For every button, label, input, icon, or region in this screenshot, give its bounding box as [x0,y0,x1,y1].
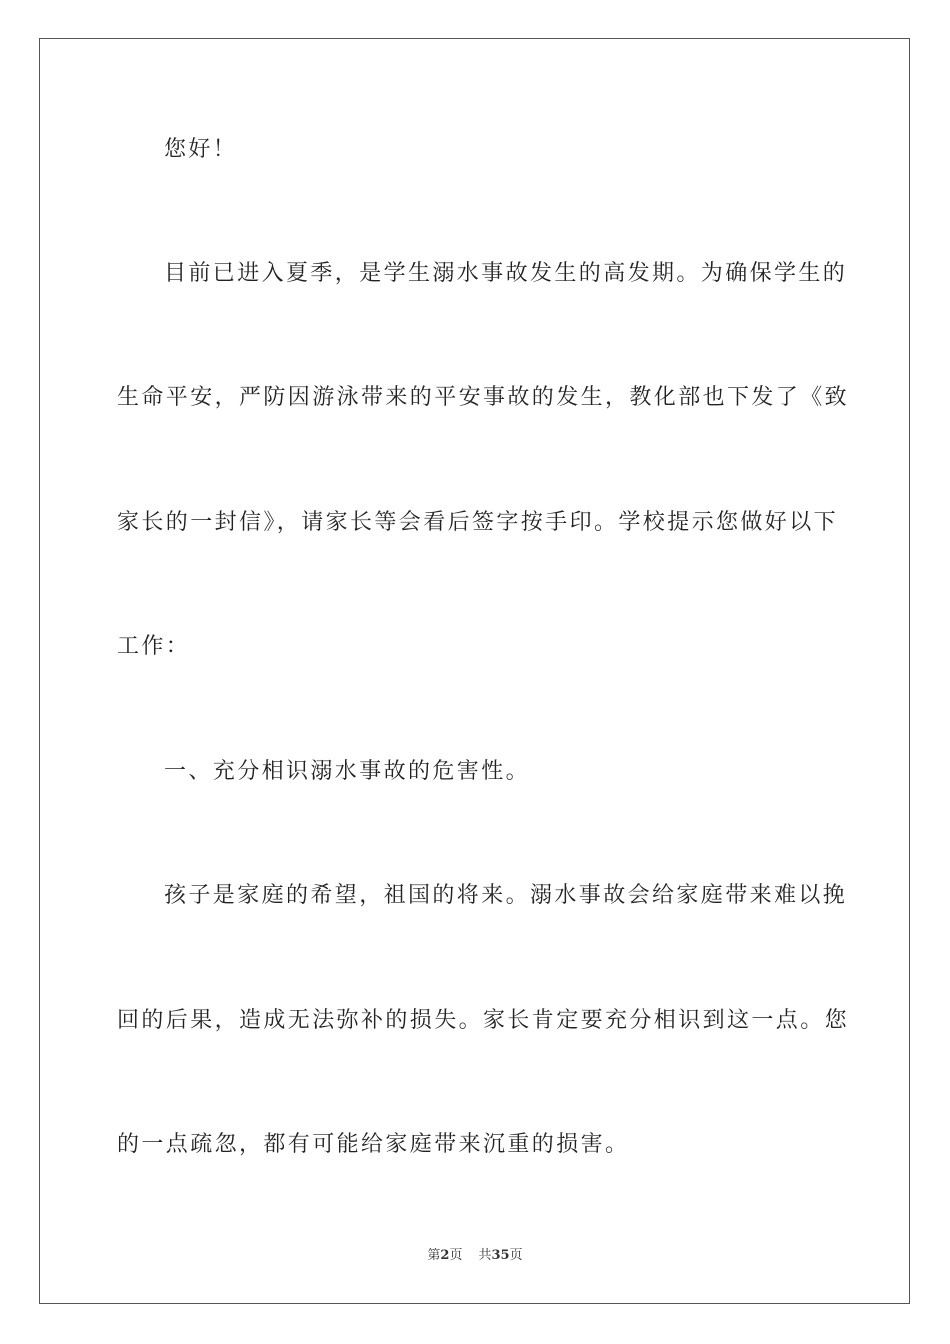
total-suffix: 页 [509,1248,523,1263]
paragraph-line: 家长的一封信》，请家长等会看后签字按手印。学校提示您做好以下 [117,510,839,535]
page-suffix: 页 [449,1248,463,1263]
paragraph-line: 工作： [117,634,191,659]
paragraph-line: 孩子是家庭的希望，祖国的将来。溺水事故会给家庭带来难以挽 [164,883,848,908]
greeting-line: 您好！ [164,137,238,162]
total-prefix: 共 [478,1248,492,1263]
paragraph-line: 的一点疏忽，都有可能给家庭带来沉重的损害。 [117,1132,630,1157]
page-footer [0,1247,950,1265]
paragraph-line: 回的后果，造成无法弥补的损失。家长肯定要充分相识到这一点。您 [117,1008,850,1033]
page-frame [39,38,910,1304]
section-heading: 一、充分相识溺水事故的危害性。 [164,759,531,784]
page-prefix: 第 [427,1248,441,1263]
paragraph-line: 目前已进入夏季，是学生溺水事故发生的高发期。为确保学生的 [164,261,848,286]
paragraph-line: 生命平安，严防因游泳带来的平安事故的发生，教化部也下发了《致 [117,385,850,410]
page-total-number: 35 [491,1248,510,1263]
page-current-number: 2 [440,1248,450,1263]
